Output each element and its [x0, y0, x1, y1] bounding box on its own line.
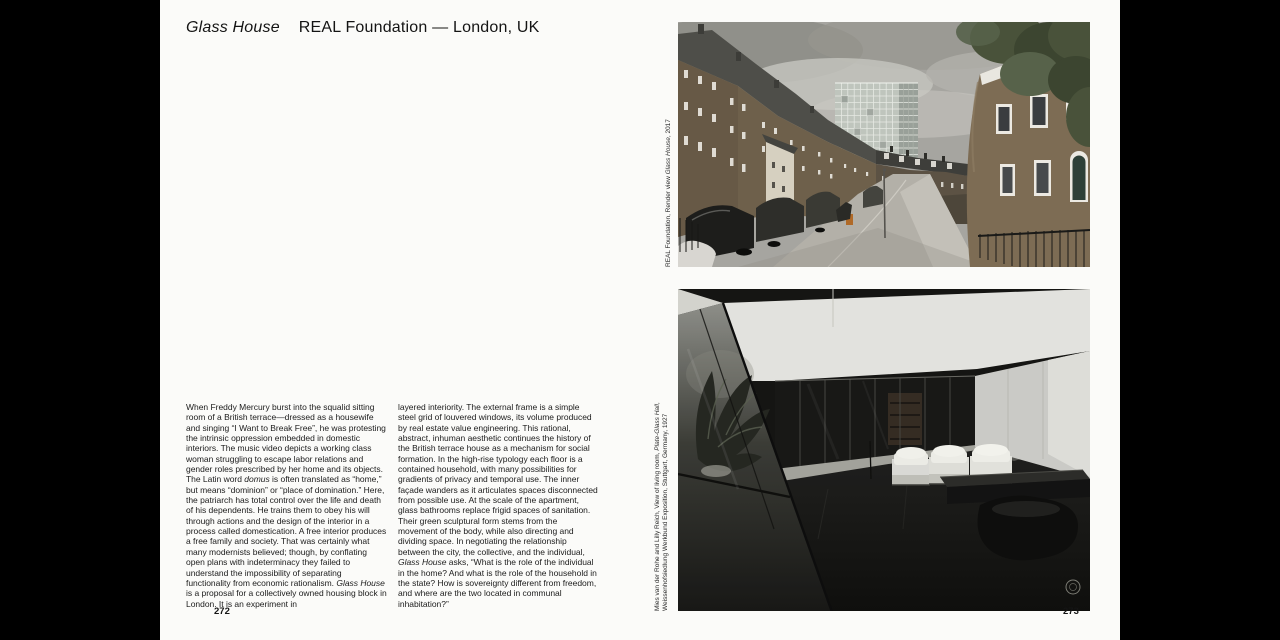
- figure-caption-interior-line2: Weissenhofsiedlung Werkbund Exposition, Stuttgart, Germany, 1927: [662, 413, 670, 611]
- project-title: Glass House: [186, 19, 280, 36]
- article-column-1: When Freddy Mercury burst into the squalid sitting room of a British terrace—dressed as a housewife and singing “I Want to Break Free”, he was protesting the intrinsic oppression embedded in domestic interiors. The music video depicts a working class woman struggling to escape labor relations and gender roles prescribed by her home and its objects. The Latin word domus is often translated as “home,” but means “dominion” or “place of domination.” Here, the patriarch has total control over the life and death of his dependents. He trains them to obey his will through actions and the design of the interior in a process called domestication. A free interior produces a free family and society. That was certainly what many modernists believed; though, by conflating open plans with indeterminacy they failed to understand the impossibility of separating functionality from economic rationalism. Glass House is a proposal for a collectively owned housing block in London. It is an experiment in: [186, 402, 387, 609]
- page-title: [186, 19, 540, 37]
- page-number-right: 273: [1063, 606, 1079, 617]
- figure-caption-render: REAL Foundation, Render view Glass House, 2017: [665, 119, 672, 267]
- article-column-2: layered interiority. The external frame is a simple steel grid of louvered windows, its volume produced by real estate value engineering. This rational, abstract, inhuman aesthetic continues the history of the British terrace house as a mechanism for social formation. In the high-rise typology each floor is a contained household, with many possibilities for gradients of privacy and temporal use. The inner façade wanders as it articulates spaces disconnected from possible use. At the scale of the apartment, glass bathrooms replace frigid spaces of sanitation. Their green sculptural form stems from the movement of the body, while also directing and dividing space. In negotiating the relationship between the city, the collective, and the individual, Glass House asks, “What is the role of the individual in the home? And what is the role of the household in the state? How is sovereignty different from freedom, and where are the two located in communal inhabitation?”: [398, 402, 598, 609]
- book-spread: [160, 0, 1120, 640]
- figure-caption-interior-line1: Mies van der Rohe and Lilly Reich, View of living room, Plate-Glass Hall,: [654, 402, 661, 611]
- figure-interior-photo: [678, 289, 1090, 611]
- figure-render-street-view: [678, 22, 1090, 267]
- figure-caption-interior: [654, 402, 670, 611]
- page-number-left: 272: [214, 606, 230, 617]
- project-studio-location: REAL Foundation — London, UK: [298, 19, 540, 36]
